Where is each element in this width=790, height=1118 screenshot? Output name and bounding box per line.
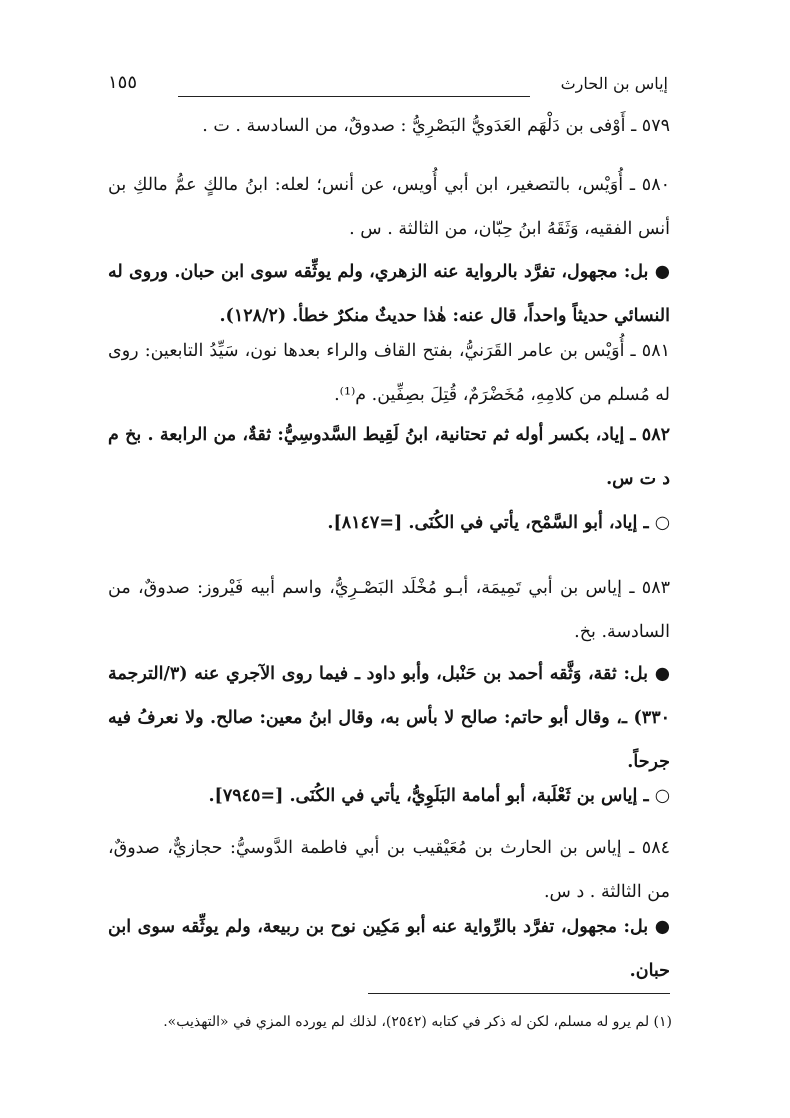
cross-reference-iyad: ○ ـ إياد، أبو السَّمْح، يأتي في الكُنَى. [=٨١٤٧]. (327, 513, 670, 533)
entry-581: ٥٨١ ـ أُوَيْس بن عامر القَرَنيُّ، بفتح القاف والراء بعدها نون، سَيِّدُ التابعين: روى له مُسلم من كلامِهِ، مُخَضْرَمٌ، قُتِلَ بصِفِّين. م⁽¹⁾. (108, 341, 670, 405)
entry-584: ٥٨٤ ـ إياس بن الحارث بن مُعَيْقيب بن أبي فاطمة الدَّوسيُّ: حجازيٌّ، صدوقٌ، من الثالثة . د س. (108, 838, 670, 902)
note-583: ● بل: ثقة، وَثَّقه أحمد بن حَنْبل، وأبو داود ـ فيما روى الآجري عنه (٣/الترجمة ٣٣٠) ـ، وقال أبو حاتم: صالح لا بأس به، وقال ابنُ معين: صالح. ولا نعرفُ فيه جرحاً. (108, 664, 670, 772)
entry-582: ٥٨٢ ـ إياد، بكسر أوله ثم تحتانية، ابنُ لَقِيط السَّدوسِيُّ: ثقةٌ، من الرابعة . بخ م د ت س. (108, 425, 670, 489)
cross-reference-iyas-thalaba: ○ ـ إياس بن ثَعْلَبة، أبو أمامة البَلَوِيُّ، يأتي في الكُنَى. [=٧٩٤٥]. (208, 786, 670, 806)
page-number: ١٥٥ (108, 72, 138, 93)
running-head (108, 68, 668, 102)
running-head-title: إياس بن الحارث (560, 74, 668, 93)
entry-579: ٥٧٩ ـ أَوْفى بن دَلْهَم العَدَويُّ البَصْرِيُّ : صدوقٌ، من السادسة . ت . (202, 116, 670, 136)
entry-583: ٥٨٣ ـ إياس بن أبي تَمِيمَة، أبـو مُخْلَد البَصْـرِيُّ، واسم أبيه فَيْروز: صدوقٌ، من السادسة. بخ. (108, 578, 670, 642)
note-580: ● بل: مجهول، تفرَّد بالرواية عنه الزهري، ولم يوثِّقه سوى ابن حبان. وروى له النسائي حديثاً واحداً، قال عنه: هٰذا حديثٌ منكرٌ خطأ. (١٢٨/٢). (108, 262, 670, 326)
note-584: ● بل: مجهول، تفرَّد بالرِّواية عنه أبو مَكِين نوح بن ربيعة، ولم يوثِّقه سوى ابن حبان. (108, 917, 670, 981)
entry-580: ٥٨٠ ـ أُوَيْس، بالتصغير، ابن أبي أُويس، عن أنس؛ لعله: ابنُ مالكٍ عمُّ مالكِ بن أنس الفقيه، وَثَقَهُ ابنُ حِبّان، من الثالثة . س . (108, 175, 670, 239)
footnote: (١) لم يرو له مسلم، لكن له ذكر في كتابه (٢٥٤٢)، لذلك لم يورده المزي في «التهذيب». (163, 1014, 672, 1030)
running-head-rule (178, 96, 530, 97)
footnote-separator (368, 993, 670, 994)
